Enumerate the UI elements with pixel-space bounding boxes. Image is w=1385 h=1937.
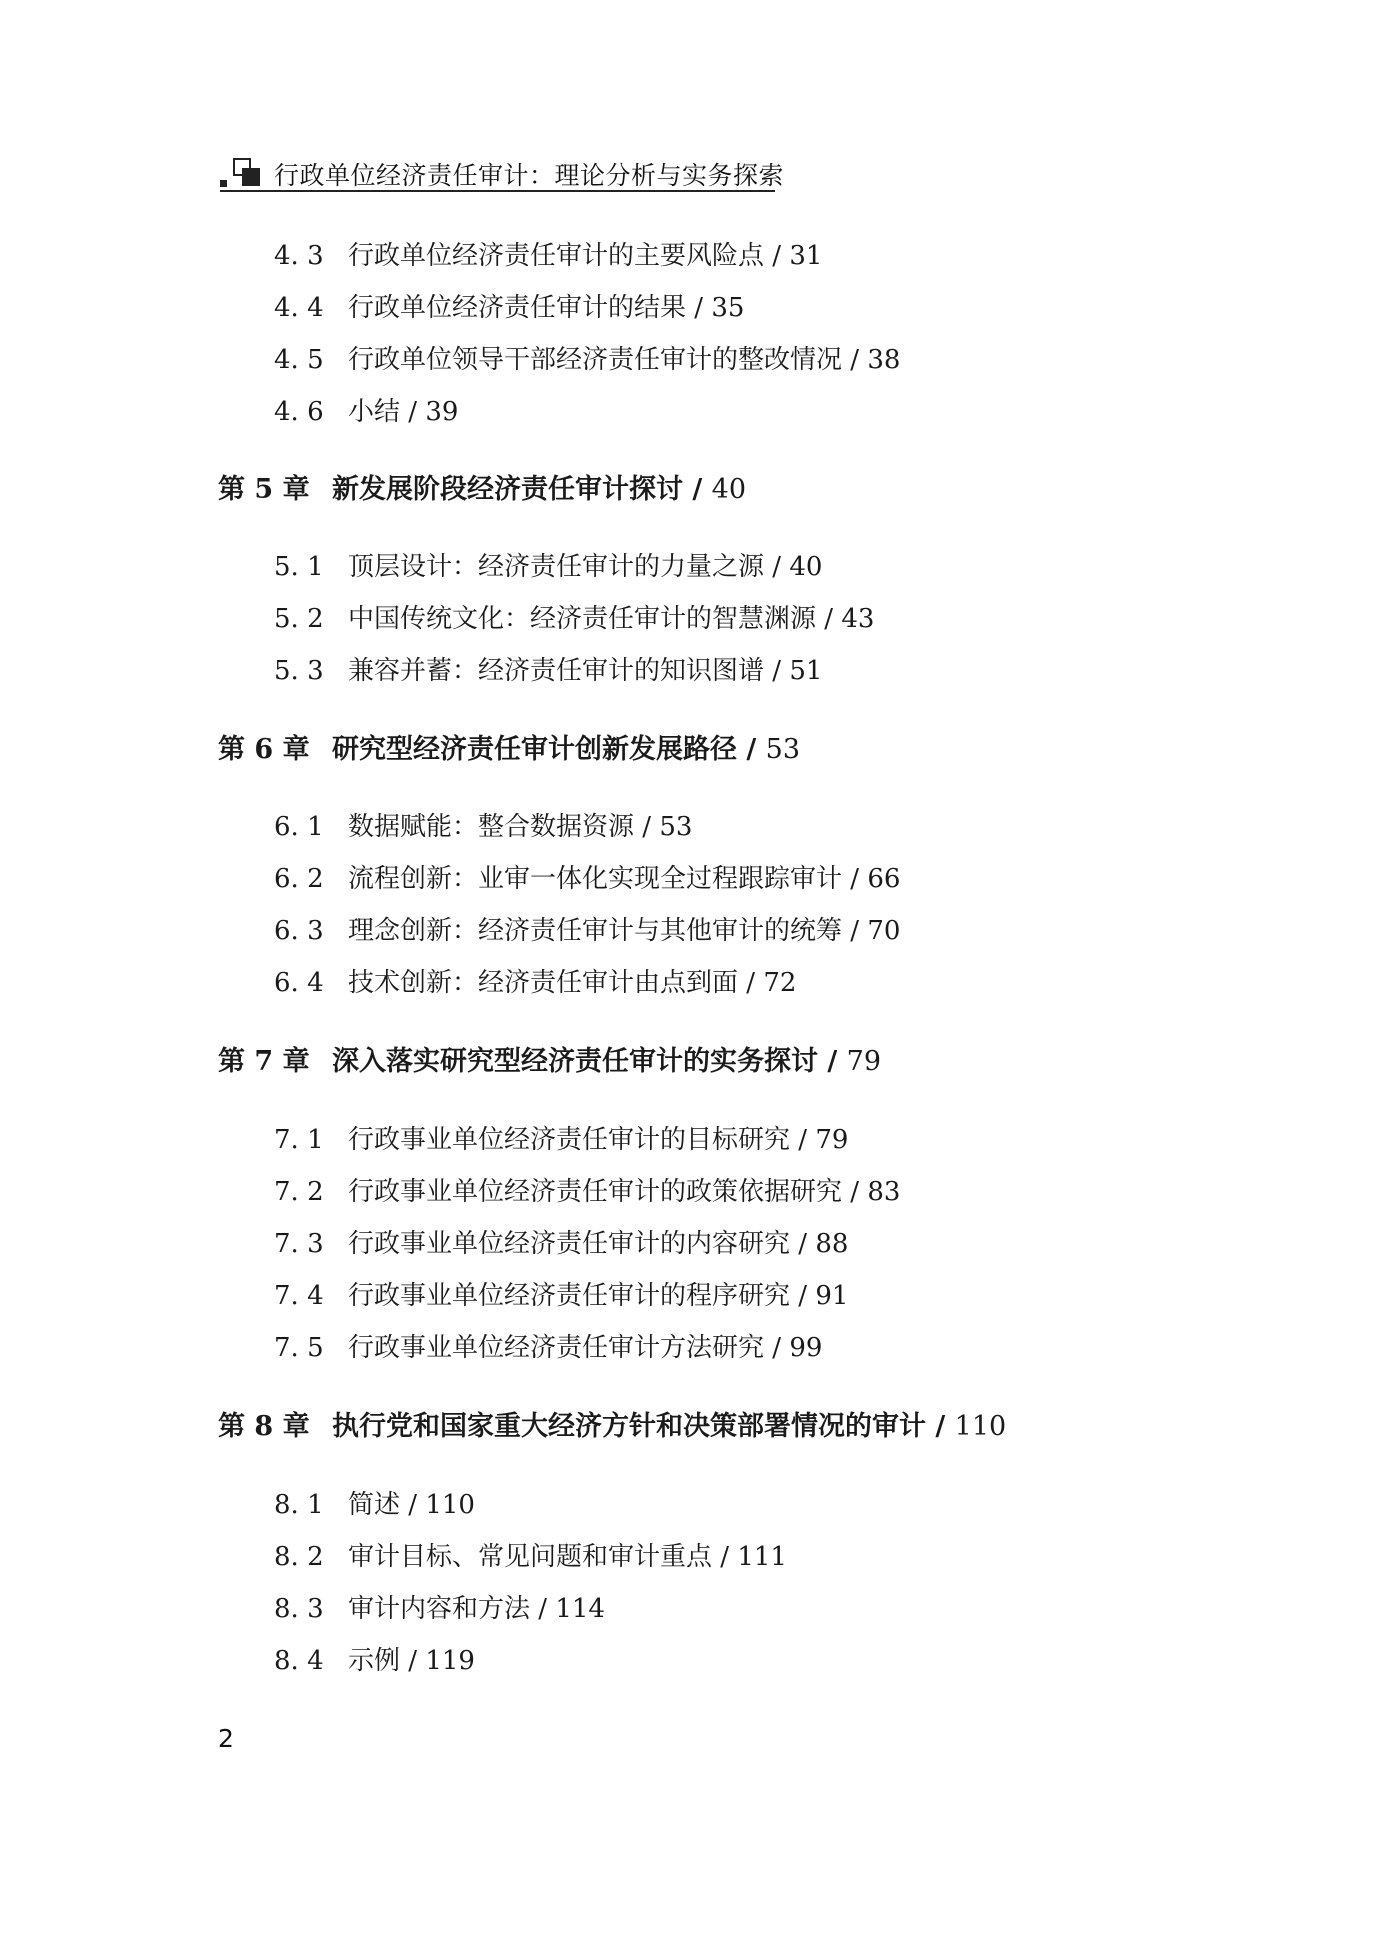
toc-entry-number: 6. 4 [274, 968, 324, 998]
toc-entry-number: 7. 3 [274, 1229, 324, 1259]
toc-section-entry [274, 915, 900, 947]
toc-entry-page: 35 [711, 293, 745, 323]
logo-filled-square [242, 168, 260, 186]
toc-page-separator: / [816, 604, 842, 634]
toc-page-separator: / [764, 656, 790, 686]
toc-page-separator: / [790, 1281, 816, 1311]
toc-entry-title: 理念创新：经济责任审计与其他审计的统筹 [348, 916, 843, 946]
toc-entry-title: 行政事业单位经济责任审计的程序研究 [348, 1281, 791, 1311]
toc-entry-title: 流程创新：业审一体化实现全过程跟踪审计 [348, 864, 843, 894]
toc-section-entry [274, 967, 796, 999]
toc-entry-number: 5. 1 [274, 552, 324, 582]
book-title: 行政单位经济责任审计：理论分析与实务探索 [274, 161, 785, 190]
toc-section-entry [274, 1332, 822, 1364]
toc-entry-title: 新发展阶段经济责任审计探讨 [332, 474, 683, 505]
series-logo-icon [220, 158, 260, 188]
toc-section-entry [274, 1280, 848, 1312]
toc-entry-number: 6. 1 [274, 812, 324, 842]
toc-entry-title: 行政事业单位经济责任审计方法研究 [348, 1333, 765, 1363]
toc-entry-page: 53 [659, 812, 693, 842]
toc-chapter-entry [218, 734, 800, 766]
toc-entry-page: 79 [815, 1125, 849, 1155]
toc-entry-number: 7. 4 [274, 1281, 324, 1311]
toc-entry-number: 4. 6 [274, 397, 324, 427]
toc-page-separator: / [790, 1125, 816, 1155]
toc-page-separator: / [764, 1333, 790, 1363]
page-number: 2 [218, 1724, 234, 1753]
toc-page-separator: / [764, 241, 790, 271]
toc-entry-title: 执行党和国家重大经济方针和决策部署情况的审计 [332, 1411, 926, 1442]
toc-chapter-entry [218, 1411, 1006, 1443]
toc-entry-number: 4. 4 [274, 293, 324, 323]
toc-page-separator: / [926, 1411, 955, 1442]
toc-section-entry [274, 551, 822, 583]
toc-entry-title: 小结 [348, 397, 401, 427]
toc-entry-page: 38 [867, 345, 901, 375]
toc-entry-number: 第 5 章 [218, 474, 310, 505]
toc-entry-number: 8. 1 [274, 1490, 324, 1520]
toc-entry-page: 70 [867, 916, 901, 946]
toc-section-entry [274, 1124, 848, 1156]
toc-entry-page: 31 [789, 241, 823, 271]
toc-section-entry [274, 1228, 848, 1260]
toc-entry-number: 4. 3 [274, 241, 324, 271]
toc-entry-page: 111 [737, 1542, 787, 1572]
toc-section-entry [274, 292, 744, 324]
toc-entry-page: 110 [425, 1490, 475, 1520]
toc-entry-number: 8. 4 [274, 1646, 324, 1676]
toc-entry-title: 行政事业单位经济责任审计的内容研究 [348, 1229, 791, 1259]
toc-entry-number: 第 6 章 [218, 734, 310, 765]
toc-entry-title: 行政事业单位经济责任审计的政策依据研究 [348, 1177, 843, 1207]
toc-page-separator: / [683, 474, 712, 505]
toc-page-separator: / [400, 1646, 426, 1676]
toc-page-separator: / [738, 968, 764, 998]
toc-page-separator: / [842, 864, 868, 894]
toc-entry-number: 6. 2 [274, 864, 324, 894]
toc-page-separator: / [842, 345, 868, 375]
toc-section-entry [274, 655, 822, 687]
toc-entry-page: 119 [425, 1646, 475, 1676]
toc-chapter-entry [218, 474, 746, 506]
toc-page-separator: / [764, 552, 790, 582]
toc-entry-page: 99 [789, 1333, 823, 1363]
toc-entry-title: 行政单位经济责任审计的主要风险点 [348, 241, 765, 271]
toc-entry-title: 行政单位领导干部经济责任审计的整改情况 [348, 345, 843, 375]
toc-page-separator: / [400, 1490, 426, 1520]
toc-entry-page: 40 [789, 552, 823, 582]
toc-entry-title: 数据赋能：整合数据资源 [348, 812, 635, 842]
toc-entry-page: 114 [555, 1594, 605, 1624]
toc-page-separator: / [842, 1177, 868, 1207]
toc-entry-title: 审计目标、常见问题和审计重点 [348, 1542, 713, 1572]
toc-entry-number: 8. 2 [274, 1542, 324, 1572]
toc-page-separator: / [842, 916, 868, 946]
toc-entry-title: 研究型经济责任审计创新发展路径 [332, 734, 737, 765]
toc-entry-title: 中国传统文化：经济责任审计的智慧渊源 [348, 604, 817, 634]
toc-entry-page: 51 [789, 656, 823, 686]
toc-section-entry [274, 1489, 475, 1521]
toc-section-entry [274, 811, 692, 843]
logo-small-square [220, 180, 227, 187]
toc-page-separator: / [400, 397, 426, 427]
toc-page-separator: / [737, 734, 766, 765]
toc-entry-title: 深入落实研究型经济责任审计的实务探讨 [332, 1046, 818, 1077]
toc-entry-page: 91 [815, 1281, 849, 1311]
toc-entry-number: 5. 3 [274, 656, 324, 686]
toc-section-entry [274, 863, 900, 895]
toc-entry-page: 83 [867, 1177, 901, 1207]
toc-entry-number: 8. 3 [274, 1594, 324, 1624]
toc-page-separator: / [712, 1542, 738, 1572]
header-rule [220, 190, 775, 192]
toc-entry-title: 审计内容和方法 [348, 1594, 531, 1624]
toc-section-entry [274, 1176, 900, 1208]
toc-entry-number: 4. 5 [274, 345, 324, 375]
toc-entry-number: 6. 3 [274, 916, 324, 946]
toc-entry-title: 兼容并蓄：经济责任审计的知识图谱 [348, 656, 765, 686]
toc-page-separator: / [790, 1229, 816, 1259]
toc-entry-title: 简述 [348, 1490, 401, 1520]
toc-entry-number: 7. 2 [274, 1177, 324, 1207]
toc-entry-page: 66 [867, 864, 901, 894]
toc-section-entry [274, 240, 822, 272]
toc-entry-title: 示例 [348, 1646, 401, 1676]
toc-entry-page: 43 [841, 604, 875, 634]
toc-chapter-entry [218, 1046, 881, 1078]
toc-page-separator: / [634, 812, 660, 842]
toc-section-entry [274, 1645, 475, 1677]
toc-page-separator: / [530, 1594, 556, 1624]
toc-section-entry [274, 396, 458, 428]
toc-entry-number: 5. 2 [274, 604, 324, 634]
toc-section-entry [274, 1593, 605, 1625]
toc-entry-title: 顶层设计：经济责任审计的力量之源 [348, 552, 765, 582]
toc-entry-page: 88 [815, 1229, 849, 1259]
toc-page-separator: / [686, 293, 712, 323]
toc-entry-title: 行政事业单位经济责任审计的目标研究 [348, 1125, 791, 1155]
toc-entry-title: 技术创新：经济责任审计由点到面 [348, 968, 739, 998]
toc-section-entry [274, 344, 900, 376]
toc-section-entry [274, 603, 874, 635]
toc-entry-title: 行政单位经济责任审计的结果 [348, 293, 687, 323]
toc-page-separator: / [818, 1046, 847, 1077]
toc-entry-page: 40 [711, 474, 747, 505]
toc-entry-page: 72 [763, 968, 797, 998]
toc-entry-page: 53 [765, 734, 801, 765]
toc-entry-number: 7. 1 [274, 1125, 324, 1155]
toc-entry-page: 39 [425, 397, 459, 427]
toc-entry-number: 第 8 章 [218, 1411, 310, 1442]
toc-entry-number: 7. 5 [274, 1333, 324, 1363]
toc-entry-page: 110 [954, 1411, 1007, 1442]
toc-entry-number: 第 7 章 [218, 1046, 310, 1077]
toc-section-entry [274, 1541, 787, 1573]
toc-entry-page: 79 [846, 1046, 882, 1077]
